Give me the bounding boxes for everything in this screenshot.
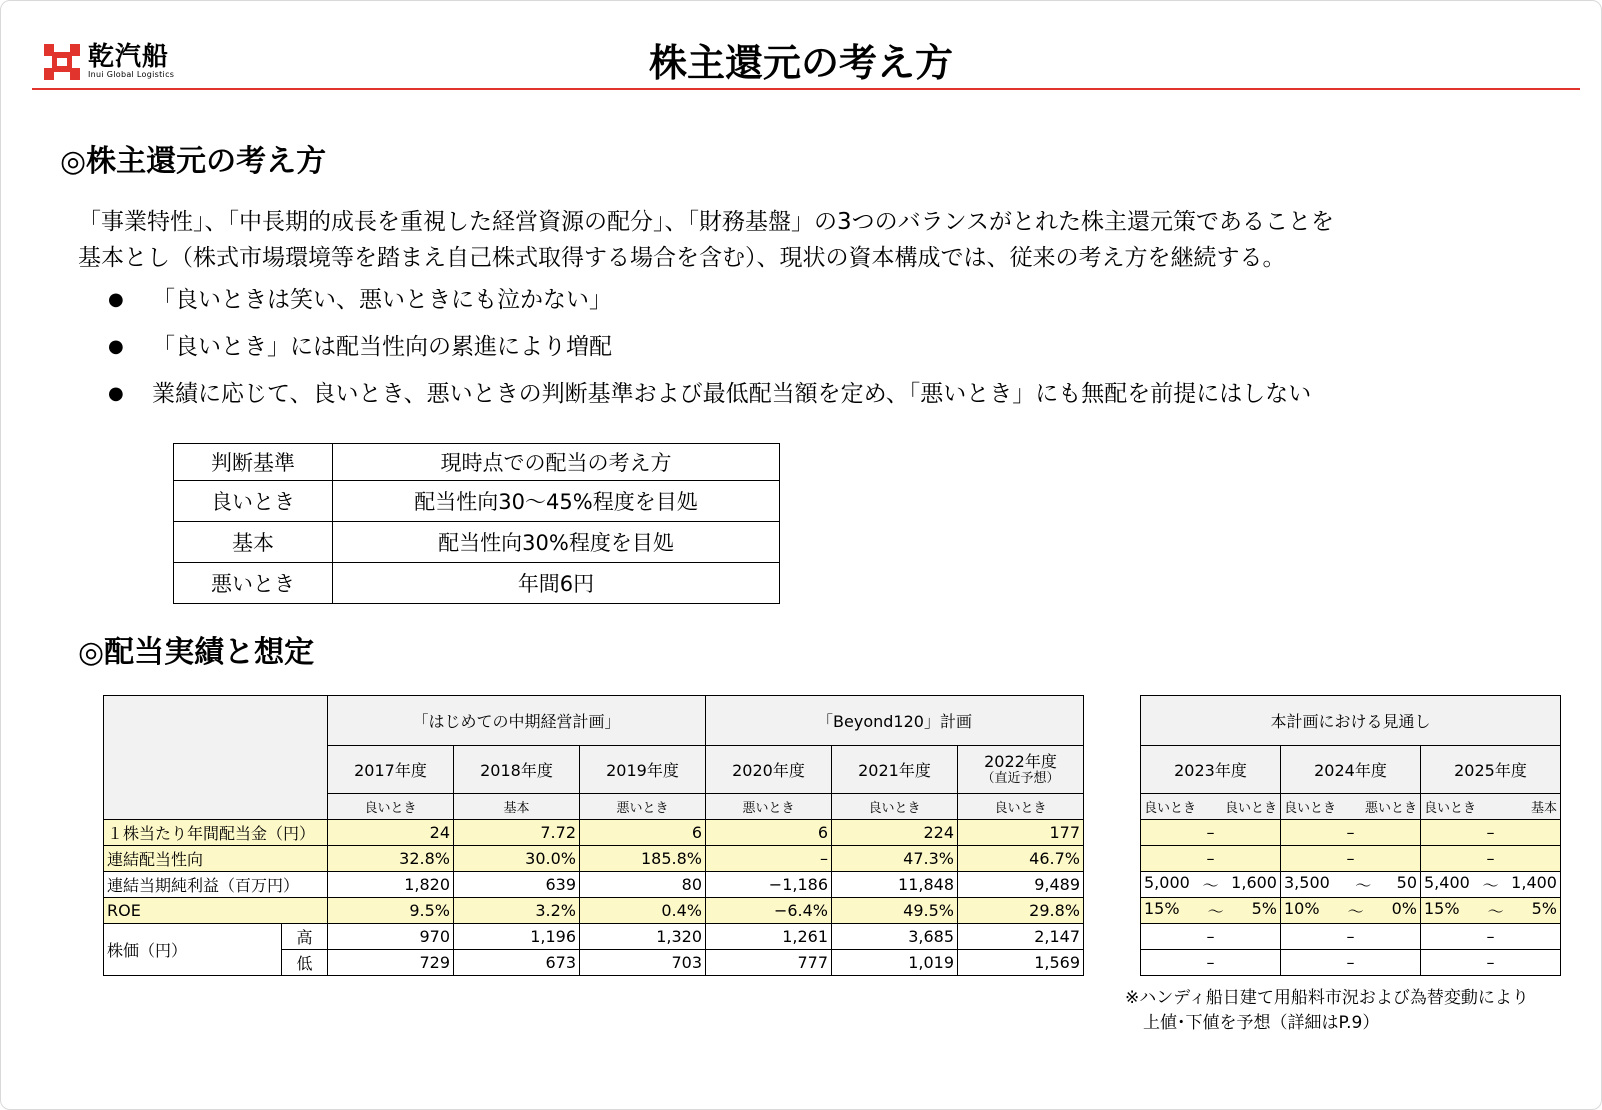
section-heading-dividends: ◎配当実績と想定 xyxy=(78,635,315,670)
table-row xyxy=(1141,846,1561,872)
table-cell: 15% ～ 5% xyxy=(1421,898,1561,924)
table-cell: – xyxy=(1421,820,1561,846)
year-header: 2024年度 xyxy=(1281,746,1421,794)
table-cell: – xyxy=(1281,820,1421,846)
table-cell: 6 xyxy=(580,820,706,846)
table-cell: 9,489 xyxy=(958,872,1084,898)
table-row xyxy=(1141,820,1561,846)
table-header-cell: 判断基準 xyxy=(174,444,333,481)
criteria-table xyxy=(173,443,780,604)
year-header: 2020年度 xyxy=(706,746,832,794)
table-cell: 729 xyxy=(328,950,454,976)
table-row xyxy=(104,872,1084,898)
table-cell: −1,186 xyxy=(706,872,832,898)
policy-paragraph-line-2: 基本とし（株式市場環境等を踏まえ自己株式取得する場合を含む）、現状の資本構成では、従来の考え方を継続する。 xyxy=(78,245,1286,271)
condition-label: 良いとき 基本 xyxy=(1421,794,1561,820)
table-header-cell: 現時点での配当の考え方 xyxy=(333,444,780,481)
table-cell: 639 xyxy=(454,872,580,898)
table-row xyxy=(104,820,1084,846)
section-heading-policy: ◎株主還元の考え方 xyxy=(60,144,327,179)
table-cell: 47.3% xyxy=(832,846,958,872)
table-row xyxy=(174,522,780,563)
dividend-history-table xyxy=(103,695,1084,976)
table-cell: – xyxy=(1141,924,1281,950)
table-header-row xyxy=(1141,794,1561,820)
projection-table xyxy=(1140,695,1561,976)
sub-row-label: 高 xyxy=(282,924,328,950)
table-cell: 2,147 xyxy=(958,924,1084,950)
table-row xyxy=(174,481,780,522)
table-row xyxy=(104,846,1084,872)
table-cell: 24 xyxy=(328,820,454,846)
condition-label: 良いとき xyxy=(958,794,1084,820)
title-divider xyxy=(32,88,1580,90)
table-cell: 15% ～ 5% xyxy=(1141,898,1281,924)
year-header: 2022年度 （直近予想） xyxy=(958,746,1084,794)
table-cell: 年間6円 xyxy=(333,563,780,604)
table-cell: 基本 xyxy=(174,522,333,563)
table-cell: 777 xyxy=(706,950,832,976)
table-cell: 32.8% xyxy=(328,846,454,872)
bullet-icon: ● xyxy=(108,383,124,404)
table-row xyxy=(1141,872,1561,898)
table-cell: – xyxy=(1141,846,1281,872)
footnote-line-2: 上値･下値を予想（詳細はP.9） xyxy=(1143,1013,1380,1033)
table-cell: 悪いとき xyxy=(174,563,333,604)
table-cell: 9.5% xyxy=(328,898,454,924)
table-cell: 30.0% xyxy=(454,846,580,872)
table-cell: – xyxy=(1421,924,1561,950)
projection-group-label: 本計画における見通し xyxy=(1141,696,1561,746)
group-label-midterm: 「はじめての中期経営計画」 xyxy=(328,696,706,746)
year-header: 2018年度 xyxy=(454,746,580,794)
table-cell: 673 xyxy=(454,950,580,976)
year-header: 2019年度 xyxy=(580,746,706,794)
row-label: 連結当期純利益（百万円） xyxy=(104,872,328,898)
table-cell: −6.4% xyxy=(706,898,832,924)
table-cell: 1,569 xyxy=(958,950,1084,976)
list-item: ● 「良いとき」には配当性向の累進により増配 xyxy=(108,331,1311,378)
logo-english-name: Inui Global Logistics xyxy=(88,70,175,79)
table-cell: 1,820 xyxy=(328,872,454,898)
table-cell: 49.5% xyxy=(832,898,958,924)
page-title: 株主還元の考え方 xyxy=(648,41,953,85)
table-cell: 224 xyxy=(832,820,958,846)
table-cell: – xyxy=(1141,950,1281,976)
table-header-row xyxy=(1141,746,1561,794)
policy-paragraph xyxy=(78,204,1578,276)
condition-label: 悪いとき xyxy=(580,794,706,820)
table-cell: 配当性向30%程度を目処 xyxy=(333,522,780,563)
table-cell: 3,685 xyxy=(832,924,958,950)
table-cell: 1,019 xyxy=(832,950,958,976)
logo-name: 乾汽船 xyxy=(88,42,170,72)
table-cell: 1,261 xyxy=(706,924,832,950)
table-cell: 6 xyxy=(706,820,832,846)
table-cell: 970 xyxy=(328,924,454,950)
table-cell: – xyxy=(1421,846,1561,872)
table-row xyxy=(1141,950,1561,976)
row-label: 連結配当性向 xyxy=(104,846,328,872)
table-cell: 5,400 ～ 1,400 xyxy=(1421,872,1561,898)
condition-label: 基本 xyxy=(454,794,580,820)
table-cell: – xyxy=(1141,820,1281,846)
table-cell: 1,196 xyxy=(454,924,580,950)
condition-label: 良いとき xyxy=(832,794,958,820)
table-cell: 703 xyxy=(580,950,706,976)
list-item: ● 業績に応じて、良いとき、悪いときの判断基準および最低配当額を定め、「悪いとき」にも無配を前提にはしない xyxy=(108,378,1311,425)
table-cell: 7.72 xyxy=(454,820,580,846)
table-cell: 配当性向30～45%程度を目処 xyxy=(333,481,780,522)
table-cell: 10% ～ 0% xyxy=(1281,898,1421,924)
table-cell: – xyxy=(706,846,832,872)
year-header: 2023年度 xyxy=(1141,746,1281,794)
row-label: １株当たり年間配当金（円） xyxy=(104,820,328,846)
row-label: ROE xyxy=(104,898,328,924)
table-cell: 11,848 xyxy=(832,872,958,898)
table-cell: 80 xyxy=(580,872,706,898)
table-cell: – xyxy=(1281,846,1421,872)
bullet-icon: ● xyxy=(108,289,124,310)
policy-bullet-list xyxy=(108,284,1311,425)
sub-row-label: 低 xyxy=(282,950,328,976)
table-header-row xyxy=(104,696,1084,746)
condition-label: 悪いとき xyxy=(706,794,832,820)
table-cell: 5,000 ～ 1,600 xyxy=(1141,872,1281,898)
table-row xyxy=(1141,924,1561,950)
condition-label: 良いとき xyxy=(328,794,454,820)
table-cell: 1,320 xyxy=(580,924,706,950)
table-cell: 0.4% xyxy=(580,898,706,924)
table-row xyxy=(174,563,780,604)
table-cell: 46.7% xyxy=(958,846,1084,872)
table-cell: 185.8% xyxy=(580,846,706,872)
group-label-beyond120: 「Beyond120」計画 xyxy=(706,696,1084,746)
table-corner-cell xyxy=(104,696,328,820)
table-cell: 3,500 ～ 50 xyxy=(1281,872,1421,898)
footnote-line-1: ※ハンディ船日建て用船料市況および為替変動により xyxy=(1125,988,1529,1008)
table-row xyxy=(1141,898,1561,924)
table-header-row xyxy=(174,444,780,481)
table-cell: 29.8% xyxy=(958,898,1084,924)
table-cell: 177 xyxy=(958,820,1084,846)
table-cell: – xyxy=(1281,924,1421,950)
bullet-icon: ● xyxy=(108,336,124,357)
condition-label: 良いとき 良いとき xyxy=(1141,794,1281,820)
table-row xyxy=(104,924,1084,950)
table-row xyxy=(104,898,1084,924)
table-cell: – xyxy=(1281,950,1421,976)
list-item: ● 「良いときは笑い、悪いときにも泣かない」 xyxy=(108,284,1311,331)
footnote xyxy=(1125,986,1529,1036)
row-label: 株価（円） xyxy=(104,924,282,976)
year-header: 2017年度 xyxy=(328,746,454,794)
year-header: 2025年度 xyxy=(1421,746,1561,794)
table-cell: 良いとき xyxy=(174,481,333,522)
policy-paragraph-line-1: 「事業特性」、「中長期的成長を重視した経営資源の配分」、「財務基盤」の3つのバランスがとれた株主還元策であることを xyxy=(78,209,1334,235)
table-cell: 3.2% xyxy=(454,898,580,924)
table-cell: – xyxy=(1421,950,1561,976)
year-header: 2021年度 xyxy=(832,746,958,794)
table-header-row xyxy=(1141,696,1561,746)
condition-label: 良いとき 悪いとき xyxy=(1281,794,1421,820)
